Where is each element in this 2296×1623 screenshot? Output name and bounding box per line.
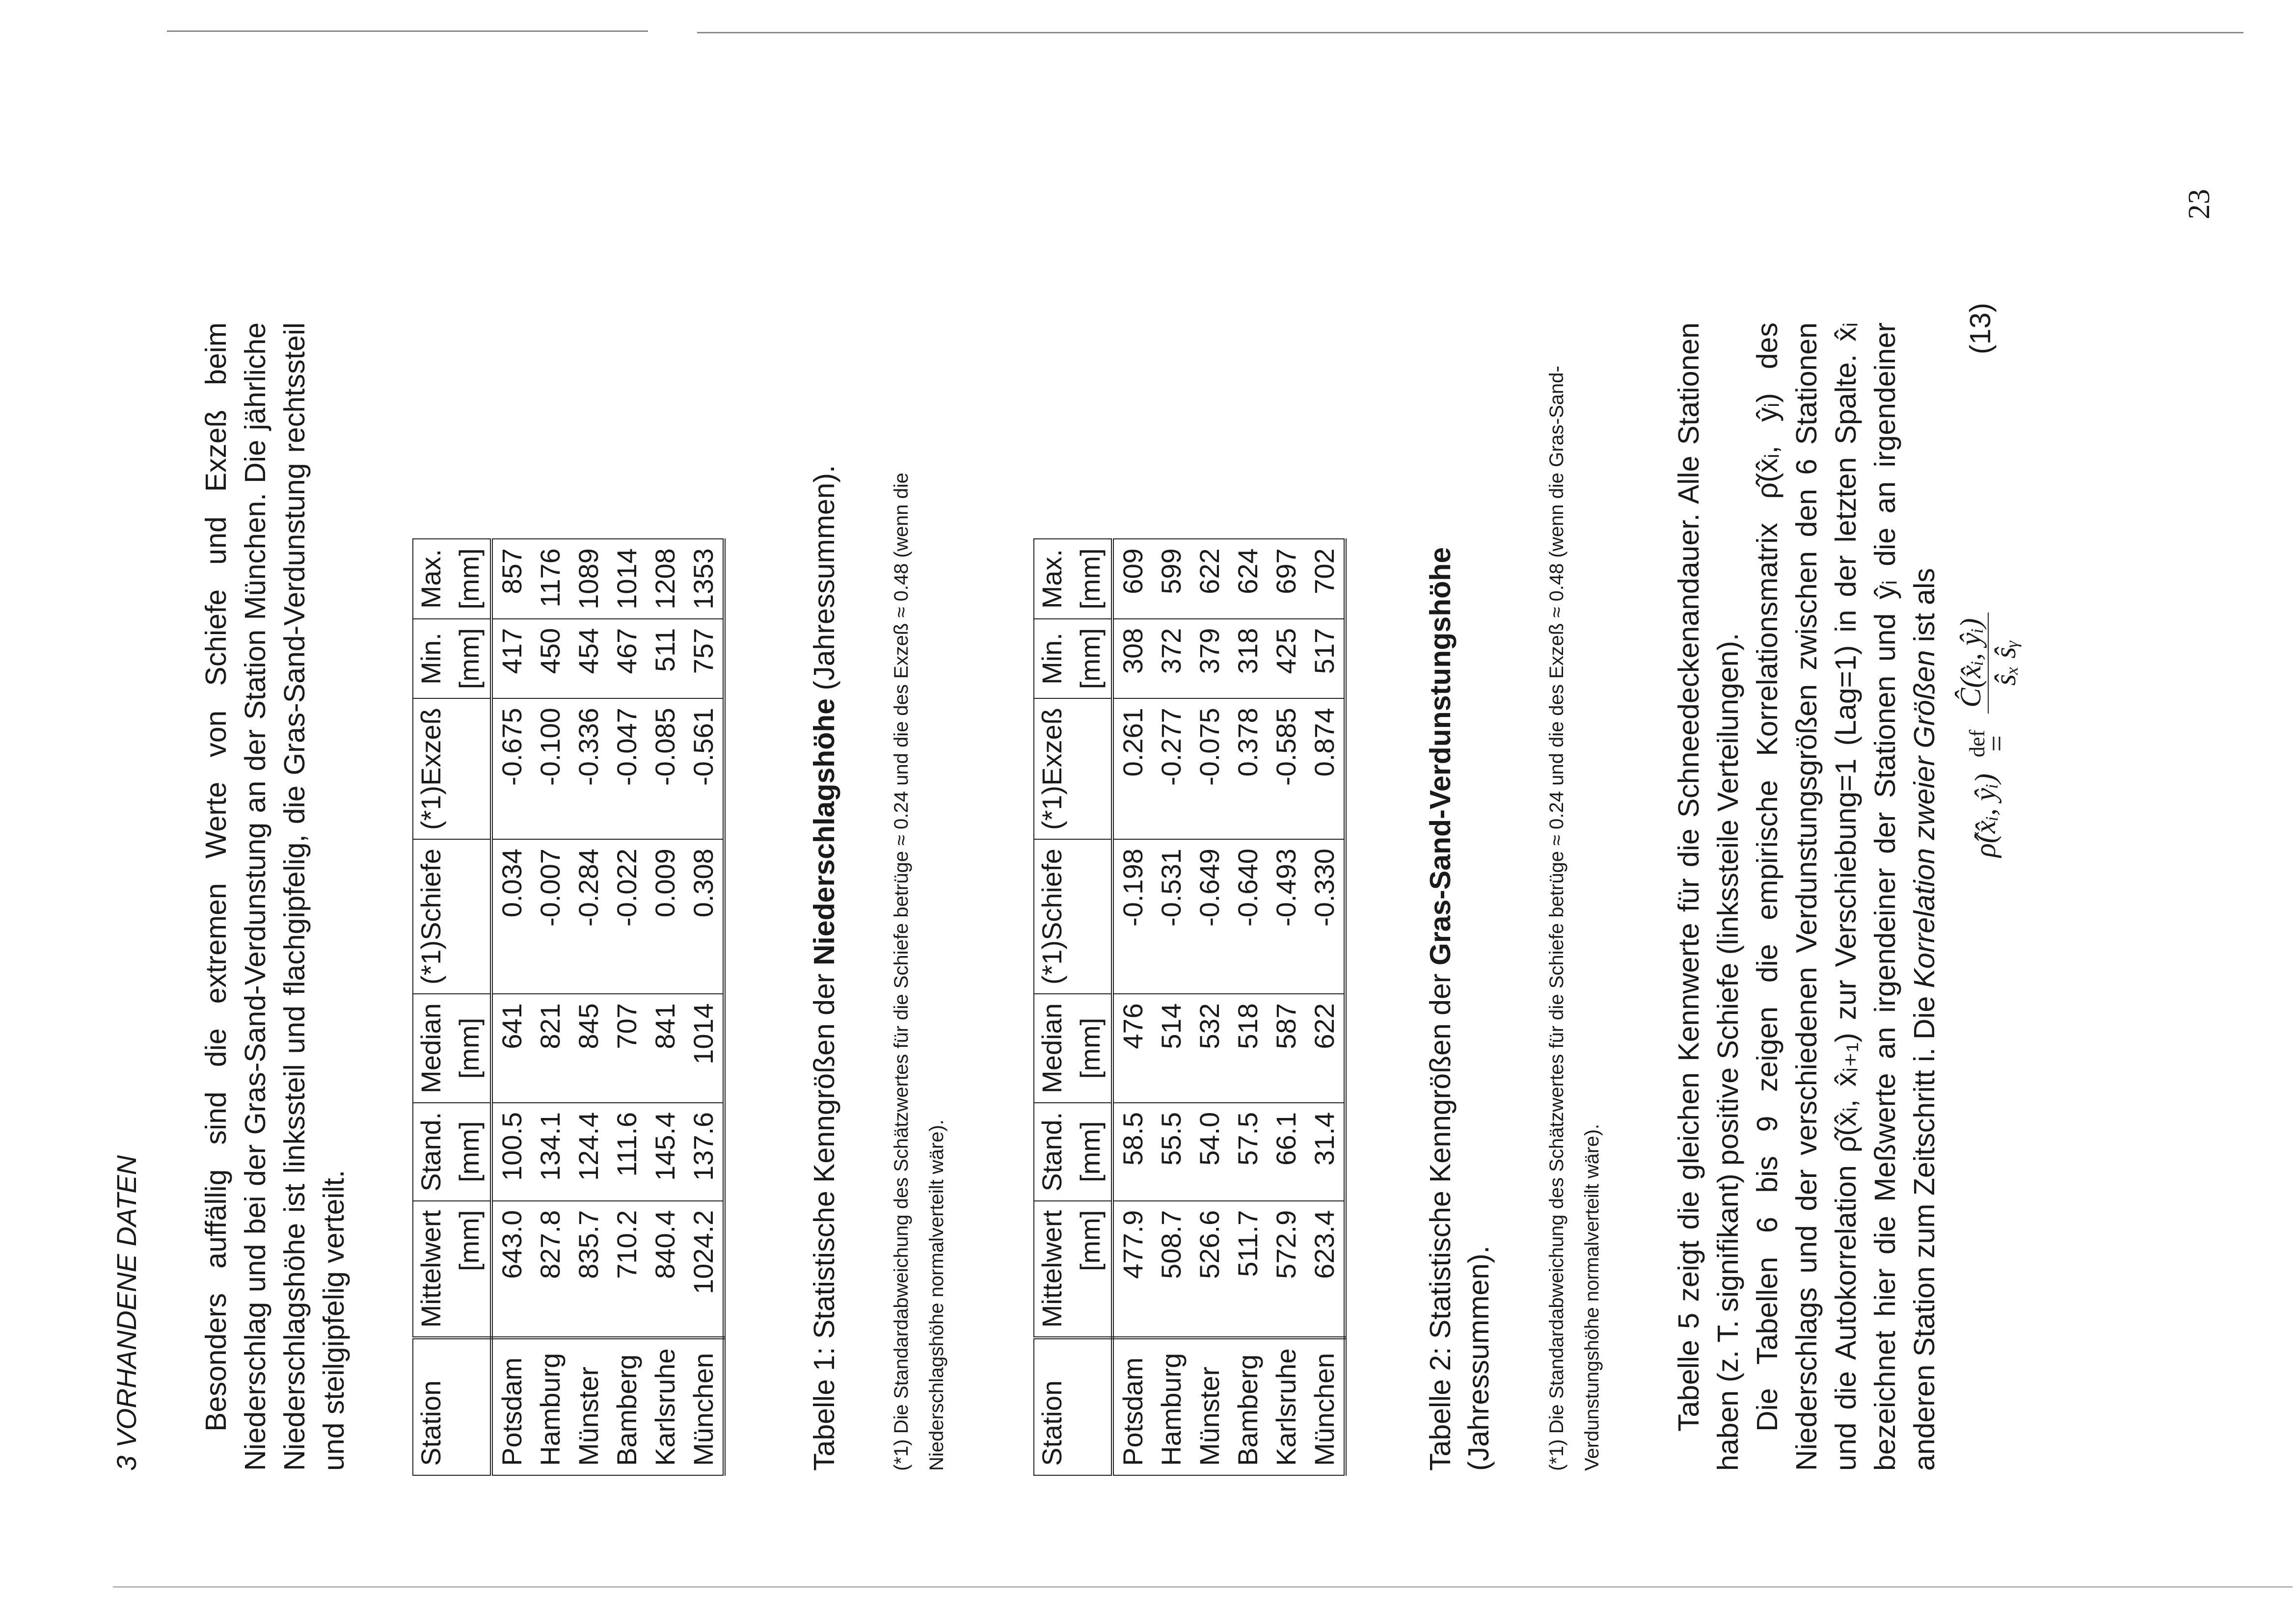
table-evaporation [1033,538,1347,1476]
value-cell: 31.4 [1305,1103,1345,1201]
station-cell: Münster [1190,1338,1229,1475]
table-row [608,539,646,1475]
value-cell: 425 [1267,619,1305,698]
para-correlation-term: Korrelation zweier Größen [1908,650,1941,988]
equation-def-label: def [1965,729,1989,757]
value-cell: 1024.2 [684,1201,724,1338]
equation-13 [1954,303,2023,857]
table2-caption [1421,322,1498,1471]
value-cell: 1014 [608,539,646,619]
col-skew: (*1)Schiefe [1034,839,1073,994]
col-kurt: (*1)Exzeß [413,698,452,839]
value-cell: 0.261 [1112,698,1152,839]
running-header: 3 VORHANDENE DATEN [111,1155,142,1471]
equation-equals: = [1980,735,2013,752]
value-cell: -0.336 [569,698,608,839]
value-cell: 572.9 [1267,1201,1305,1338]
value-cell: 66.1 [1267,1103,1305,1201]
table2-caption-suffix: (Jahressummen). [1462,1245,1495,1471]
value-cell: 622 [1190,539,1229,618]
unit-max: [mm] [1073,539,1112,618]
table-row [1152,539,1190,1475]
col-median: Median [1034,994,1073,1103]
value-cell: 111.6 [608,1103,646,1201]
value-cell: 835.7 [569,1201,608,1338]
value-cell: 58.5 [1112,1103,1152,1201]
value-cell: -0.640 [1229,839,1267,994]
unit-mean: [mm] [452,1201,491,1338]
table1-caption-bold: Niederschlagshöhe [808,698,840,966]
table-row [1229,539,1267,1475]
unit-mean: [mm] [1073,1201,1112,1338]
value-cell: 532 [1190,994,1229,1103]
value-cell: 0.009 [646,839,684,994]
table2-caption-prefix: Tabelle 2: Statistische Kenngrößen der [1424,965,1457,1471]
value-cell: -0.493 [1267,839,1305,994]
col-std: Stand. [1034,1103,1073,1201]
equation-number: (13) [1964,303,1997,354]
value-cell: 454 [569,619,608,698]
value-cell: 845 [569,994,608,1103]
col-max: Max. [413,539,452,619]
col-station: Station [413,1338,452,1475]
station-cell: Hamburg [531,1338,569,1475]
value-cell: -0.085 [646,698,684,839]
table-row [1190,539,1229,1475]
body-paragraphs [1669,322,1944,1471]
value-cell: 827.8 [531,1201,569,1338]
station-cell: Münster [569,1338,608,1475]
col-mean: Mittelwert [1034,1201,1073,1338]
value-cell: 702 [1305,539,1345,618]
equation-lhs: ρ̂(x̂ᵢ, ŷᵢ) [1969,773,2001,857]
value-cell: 840.4 [646,1201,684,1338]
value-cell: 467 [608,619,646,698]
value-cell: -0.022 [608,839,646,994]
equation-numerator: Ĉ(x̂ᵢ, ŷᵢ) [1954,612,1989,714]
value-cell: 609 [1112,539,1152,618]
value-cell: 134.1 [531,1103,569,1201]
value-cell: 1208 [646,539,684,619]
unit-median: [mm] [1073,994,1112,1103]
value-cell: 1089 [569,539,608,619]
unit-skew [452,839,491,994]
station-cell: Bamberg [608,1338,646,1475]
value-cell: 599 [1152,539,1190,618]
value-cell: 137.6 [684,1103,724,1201]
value-cell: 124.4 [569,1103,608,1201]
value-cell: 379 [1190,619,1229,698]
intro-paragraph [196,322,353,1471]
value-cell: 1176 [531,539,569,619]
col-skew: (*1)Schiefe [413,839,452,994]
equation-fraction [1954,612,2023,714]
equation-def-equals [1965,729,2013,757]
table1-caption [805,322,843,1471]
station-cell: Potsdam [491,1338,531,1475]
value-cell: -0.007 [531,839,569,994]
value-cell: -0.047 [608,698,646,839]
unit-min: [mm] [452,619,491,698]
value-cell: 100.5 [491,1103,531,1201]
value-cell: 710.2 [608,1201,646,1338]
value-cell: 514 [1152,994,1190,1103]
intro-text: Besonders auffällig sind die extremen Werte von Schiefe und Exzeß beim Niederschlag und bei der Gras-Sand-Verdunstung an der Station München. Die jährliche Niederschlagshöhe ist linkssteil und flachgipfelig, die Gras-Sand-Verdunstung rechtssteil und steilgipfelig verteilt. [200,322,350,1471]
value-cell: 518 [1229,994,1267,1103]
para-correlation [1748,322,1944,1471]
value-cell: 821 [531,994,569,1103]
value-cell: 0.874 [1305,698,1345,839]
value-cell: 450 [531,619,569,698]
col-min: Min. [413,619,452,698]
station-cell: München [684,1338,724,1475]
equation-denominator: ŝₓ ŝᵧ [1989,640,2022,686]
col-mean: Mittelwert [413,1201,452,1338]
table2-body [1112,539,1345,1475]
table-row [531,539,569,1475]
value-cell: 308 [1112,619,1152,698]
value-cell: 857 [491,539,531,619]
unit-std: [mm] [452,1103,491,1201]
value-cell: 477.9 [1112,1201,1152,1338]
para-table5: Tabelle 5 zeigt die gleichen Kennwerte für die Schneedeckenandauer. Alle Stationen haben (z. T. signifikant) positive Schiefe (linkssteile Verteilungen). [1673,322,1744,1471]
table-row [1267,539,1305,1475]
value-cell: 0.034 [491,839,531,994]
value-cell: 476 [1112,994,1152,1103]
value-cell: 641 [491,994,531,1103]
station-cell: Karlsruhe [1267,1338,1305,1475]
table-row [646,539,684,1475]
value-cell: -0.075 [1190,698,1229,839]
table1-caption-suffix: (Jahressummen). [808,465,840,698]
col-station-unit [452,1338,491,1475]
table-row [569,539,608,1475]
unit-max: [mm] [452,539,491,619]
col-station: Station [1034,1338,1073,1475]
unit-median: [mm] [452,994,491,1103]
value-cell: 841 [646,994,684,1103]
unit-min: [mm] [1073,619,1112,698]
value-cell: -0.675 [491,698,531,839]
value-cell: 54.0 [1190,1103,1229,1201]
value-cell: 697 [1267,539,1305,618]
col-station-unit [1073,1338,1112,1475]
value-cell: 318 [1229,619,1267,698]
value-cell: 643.0 [491,1201,531,1338]
value-cell: -0.330 [1305,839,1345,994]
station-cell: Potsdam [1112,1338,1152,1475]
value-cell: 55.5 [1152,1103,1190,1201]
value-cell: -0.531 [1152,839,1190,994]
value-cell: 0.378 [1229,698,1267,839]
value-cell: 372 [1152,619,1190,698]
value-cell: 511 [646,619,684,698]
value-cell: -0.277 [1152,698,1190,839]
table-row [491,539,531,1475]
value-cell: -0.585 [1267,698,1305,839]
unit-kurt [452,698,491,839]
col-median: Median [413,994,452,1103]
para-correlation-end: ist als [1908,568,1941,650]
station-cell: Bamberg [1229,1338,1267,1475]
value-cell: -0.100 [531,698,569,839]
value-cell: 624 [1229,539,1267,618]
table1-caption-prefix: Tabelle 1: Statistische Kenngrößen der [808,965,840,1471]
value-cell: 707 [608,994,646,1103]
value-cell: -0.561 [684,698,724,839]
unit-skew [1073,839,1112,994]
value-cell: 517 [1305,619,1345,698]
col-std: Stand. [413,1103,452,1201]
unit-kurt [1073,698,1112,839]
value-cell: -0.198 [1112,839,1152,994]
value-cell: 1014 [684,994,724,1103]
value-cell: 1353 [684,539,724,619]
unit-std: [mm] [1073,1103,1112,1201]
station-cell: Hamburg [1152,1338,1190,1475]
table1-note: (*1) Die Standardabweichung des Schätzwertes für die Schiefe betrüge ≈ 0.24 und die des Exzeß ≈ 0.48 (wenn die Niederschlagshöhe normalverteilt wäre). [891,473,947,1471]
table-precipitation [412,538,726,1476]
value-cell: 623.4 [1305,1201,1345,1338]
value-cell: -0.649 [1190,839,1229,994]
value-cell: 526.6 [1190,1201,1229,1338]
table-row [684,539,724,1475]
page-number: 23 [2183,189,2216,219]
value-cell: 417 [491,619,531,698]
col-min: Min. [1034,619,1073,698]
col-kurt: (*1)Exzeß [1034,698,1073,839]
table-row [1305,539,1345,1475]
value-cell: 508.7 [1152,1201,1190,1338]
station-cell: München [1305,1338,1345,1475]
value-cell: 57.5 [1229,1103,1267,1201]
table2-caption-bold: Gras-Sand-Verdunstungshöhe [1424,547,1457,966]
value-cell: 145.4 [646,1103,684,1201]
table-row [1112,539,1152,1475]
value-cell: -0.284 [569,839,608,994]
value-cell: 587 [1267,994,1305,1103]
table2-note: (*1) Die Standardabweichung des Schätzwertes für die Schiefe betrüge ≈ 0.24 und die des Exzeß ≈ 0.48 (wenn die Gras-Sand-Verdunstungshöhe normalverteilt wäre). [1546,366,1603,1471]
para-correlation-text: Die Tabellen 6 bis 9 zeigen die empirische Korrelationsmatrix ρ̂(x̂ᵢ, ŷᵢ) des Niederschlags und der verschiedenen Verdunstungsgrößen zwischen den 6 Stationen und die Autokorrelation ρ̂(x̂ᵢ, x̂ᵢ₊₁) zur Verschiebung=1 (Lag=1) in der letzten Spalte. x̂ᵢ bezeichnet hier die Meßwerte an irgendeiner der Stationen und ŷᵢ die an irgendeiner anderen Station zum Zeitschritt i. Die [1751,322,1941,1471]
value-cell: 511.7 [1229,1201,1267,1338]
value-cell: 622 [1305,994,1345,1103]
station-cell: Karlsruhe [646,1338,684,1475]
table1-body [491,539,724,1475]
col-max: Max. [1034,539,1073,618]
value-cell: 757 [684,619,724,698]
value-cell: 0.308 [684,839,724,994]
